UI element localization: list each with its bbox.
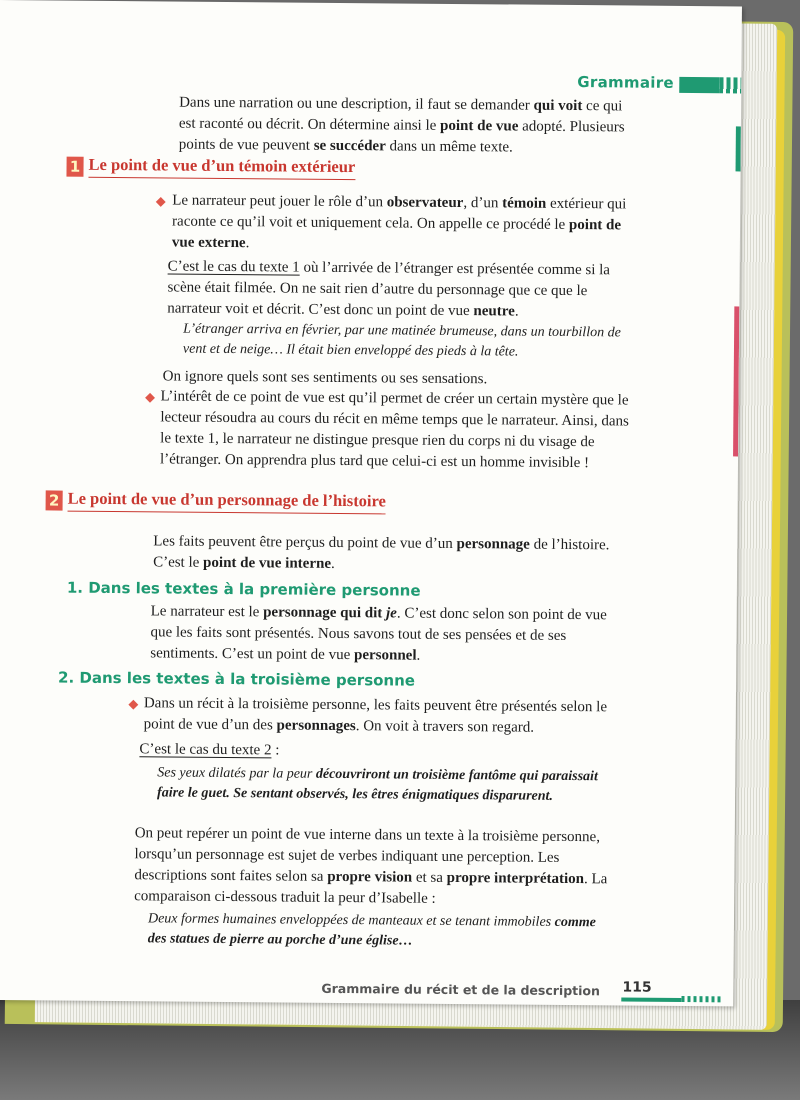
section-1-case: C’est le cas du texte 1 où l’arrivée de l’étranger est présentée comme si la scène était filmée. On ne sait rien d’autre du personnage que ce que le narrateur voit et décrit. C’est donc un point de vue neutre. xyxy=(167,258,611,320)
section-title: Le point de vue d’un témoin extérieur xyxy=(88,155,355,180)
bullet-diamond-icon xyxy=(145,393,155,403)
section-1-quote: L’étranger arriva en février, par une matinée brumeuse, dans un tourbillon de vent et de neige… Il était bien enveloppé des pieds à la tête. xyxy=(182,321,621,360)
section-1-bullet-1: Le narrateur peut jouer le rôle d’un observateur, d’un témoin extérieur qui raconte ce qu’il voit et uniquement cela. On appelle ce procédé le point de vue externe. xyxy=(171,192,627,252)
section-2-heading xyxy=(46,488,386,514)
subsection-2-bullet: Dans un récit à la troisième personne, les faits peuvent être présentés selon le point de vue d’un des personnages. On voit à travers son regard. xyxy=(143,695,608,736)
subsection-2-case: C’est le cas du texte 2 : xyxy=(139,741,280,759)
subsection-2-paragraph: On peut repérer un point de vue interne dans un texte à la troisième personne, lorsqu’un personnage est sujet de verbes indiquant une perception. Les descriptions sont faites selon sa propre vision et sa propre interprétation. La comparaison ci-dessous traduit la peur d’Isabelle : xyxy=(134,825,608,907)
section-number-badge: 2 xyxy=(46,490,63,510)
bullet-diamond-icon xyxy=(128,700,138,710)
section-number-badge: 1 xyxy=(66,156,83,176)
section-1-statement: On ignore quels sont ses sentiments ou ses sensations. xyxy=(162,368,488,388)
subsection-2-quote-2: Deux formes humaines enveloppées de manteaux et se tenant immobiles comme des statues de pierre au porche d’une église… xyxy=(147,911,596,949)
subsection-2-quote: Ses yeux dilatés par la peur découvriront un troisième fantôme qui paraissait faire le guet. Se sentant observés, les êtres énigmatiques disparurent. xyxy=(157,765,598,804)
section-title: Le point de vue d’un personnage de l’histoire xyxy=(68,489,386,515)
bullet-diamond-icon xyxy=(156,197,166,207)
intro-paragraph: Dans une narration ou une description, il faut se demander qui voit ce qui est raconté ou décrit. On détermine ainsi le point de vue adopté. Plusieurs points de vue peuvent se succéder dans un même texte. xyxy=(178,94,625,156)
footer-title: Grammaire du récit et de la description xyxy=(321,980,601,999)
chapter-header-bar xyxy=(679,77,719,93)
chapter-header-label: Grammaire xyxy=(577,73,675,92)
subsection-1-title: 1. Dans les textes à la première personne xyxy=(66,578,421,600)
page-number: 115 xyxy=(622,979,652,996)
section-2-intro: Les faits peuvent être perçus du point de vue d’un personnage de l’histoire. C’est le point de vue interne. xyxy=(153,533,610,572)
subsection-1-paragraph: Le narrateur est le personnage qui dit je. C’est donc selon son point de vue que les faits sont présentés. Nous savons tout de ses pensées et de ses sentiments. C’est un point de vue personnel. xyxy=(150,603,607,664)
section-1-bullet-2: L’intérêt de ce point de vue est qu’il permet de créer un certain mystère que le lecteur résoudra au cours du récit en même temps que le narrateur. Ainsi, dans le texte 1, le narrateur ne distingue presque rien du corps ni du visage de l’étranger. On apprendra plus tard que celui-ci est un homme invisible ! xyxy=(159,388,630,472)
section-1-heading xyxy=(66,155,355,181)
section-tab-green xyxy=(736,126,741,171)
subsection-2-title: 2. Dans les textes à la troisième personne xyxy=(58,668,416,690)
footer-bar xyxy=(621,997,681,1002)
